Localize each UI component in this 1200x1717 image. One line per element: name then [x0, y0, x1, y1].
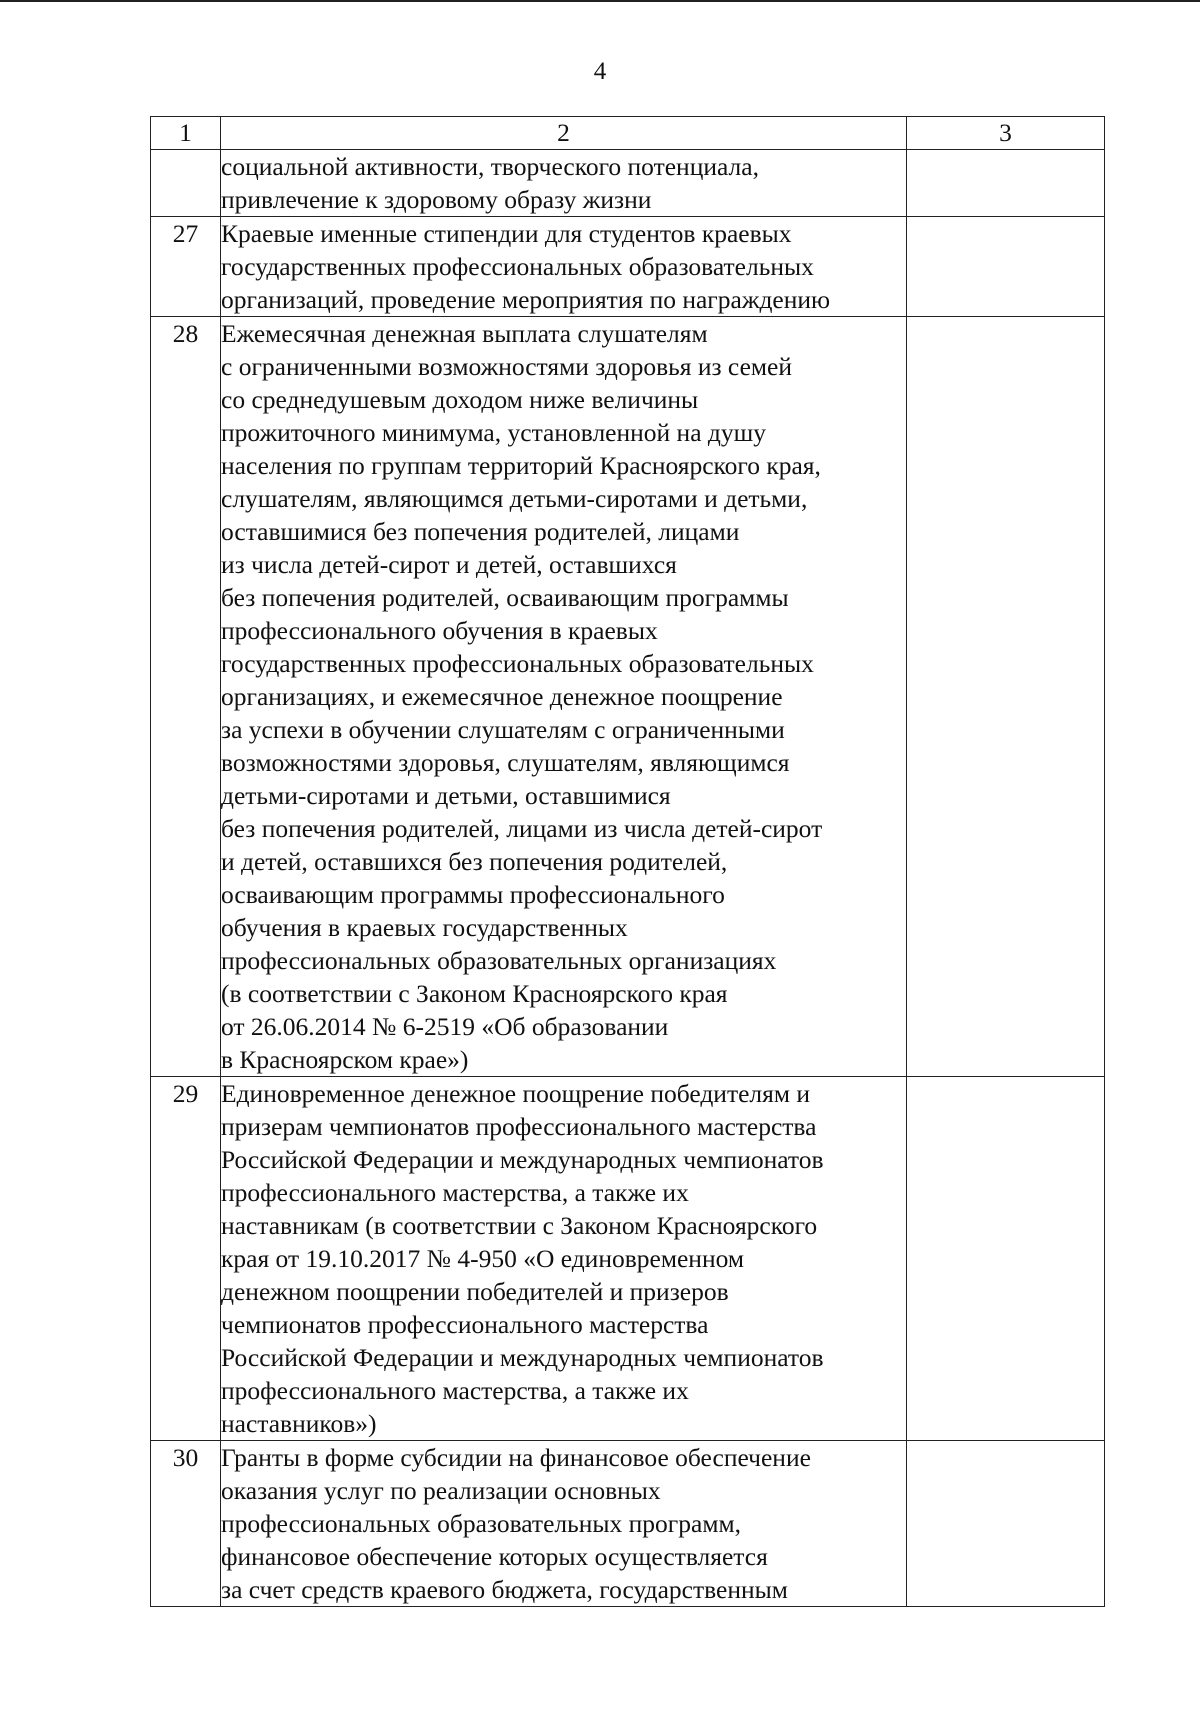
- description-line: Российской Федерации и международных чемпионатов: [221, 1343, 824, 1372]
- description-line: без попечения родителей, лицами из числа детей-сирот: [221, 814, 823, 843]
- table-row: [151, 1441, 1105, 1607]
- description-line: чемпионатов профессионального мастерства: [221, 1310, 709, 1339]
- row-description: [221, 217, 907, 317]
- header-col-3: 3: [907, 117, 1105, 150]
- table-row: [151, 317, 1105, 1077]
- description-line: за успехи в обучении слушателям с ограниченными: [221, 715, 785, 744]
- description-line: прожиточного минимума, установленной на душу: [221, 418, 767, 447]
- description-line: за счет средств краевого бюджета, государственным: [221, 1575, 788, 1604]
- row-number: 28: [151, 317, 221, 1077]
- description-line: привлечение к здоровому образу жизни: [221, 185, 652, 214]
- description-line: организаций, проведение мероприятия по награждению: [221, 285, 831, 314]
- header-col-1: 1: [151, 117, 221, 150]
- row-col3: [907, 217, 1105, 317]
- row-number: 29: [151, 1077, 221, 1441]
- description-line: со среднедушевым доходом ниже величины: [221, 385, 699, 414]
- description-line: обучения в краевых государственных: [221, 913, 628, 942]
- description-line: наставников»): [221, 1409, 377, 1438]
- description-line: возможностями здоровья, слушателям, являющимся: [221, 748, 790, 777]
- table-row: [151, 150, 1105, 217]
- row-description: [221, 150, 907, 217]
- description-line: государственных профессиональных образовательных: [221, 252, 814, 281]
- description-line: денежном поощрении победителей и призеров: [221, 1277, 729, 1306]
- description-line: из числа детей-сирот и детей, оставшихся: [221, 550, 677, 579]
- description-line: Единовременное денежное поощрение победителям и: [221, 1079, 811, 1108]
- row-col3: [907, 317, 1105, 1077]
- description-line: оставшимися без попечения родителей, лицами: [221, 517, 740, 546]
- description-line: в Красноярском крае»): [221, 1045, 469, 1074]
- description-line: финансовое обеспечение которых осуществляется: [221, 1542, 768, 1571]
- row-number: 30: [151, 1441, 221, 1607]
- description-line: призерам чемпионатов профессионального мастерства: [221, 1112, 817, 1141]
- description-line: Российской Федерации и международных чемпионатов: [221, 1145, 824, 1174]
- description-line: социальной активности, творческого потенциала,: [221, 152, 759, 181]
- table-body: [151, 150, 1105, 1607]
- description-line: государственных профессиональных образовательных: [221, 649, 814, 678]
- description-line: организациях, и ежемесячное денежное поощрение: [221, 682, 783, 711]
- description-line: без попечения родителей, осваивающим программы: [221, 583, 789, 612]
- description-line: Ежемесячная денежная выплата слушателям: [221, 319, 708, 348]
- description-line: наставникам (в соответствии с Законом Красноярского: [221, 1211, 818, 1240]
- row-number: [151, 150, 221, 217]
- description-line: от 26.06.2014 № 6-2519 «Об образовании: [221, 1012, 669, 1041]
- description-line: (в соответствии с Законом Красноярского края: [221, 979, 728, 1008]
- table-row: [151, 1077, 1105, 1441]
- description-line: оказания услуг по реализации основных: [221, 1476, 661, 1505]
- description-line: края от 19.10.2017 № 4-950 «О единовременном: [221, 1244, 744, 1273]
- description-line: профессионального обучения в краевых: [221, 616, 658, 645]
- table-row: [151, 217, 1105, 317]
- page-top-rule: [0, 0, 1200, 2]
- row-number: 27: [151, 217, 221, 317]
- description-line: профессиональных образовательных организациях: [221, 946, 777, 975]
- description-line: населения по группам территорий Красноярского края,: [221, 451, 821, 480]
- header-col-2: 2: [221, 117, 907, 150]
- row-description: [221, 1441, 907, 1607]
- description-line: Гранты в форме субсидии на финансовое обеспечение: [221, 1443, 811, 1472]
- row-description: [221, 317, 907, 1077]
- description-line: профессиональных образовательных программ,: [221, 1509, 741, 1538]
- row-col3: [907, 1077, 1105, 1441]
- document-table: [150, 116, 1105, 1607]
- description-line: Краевые именные стипендии для студентов краевых: [221, 219, 792, 248]
- row-col3: [907, 1441, 1105, 1607]
- row-description: [221, 1077, 907, 1441]
- description-line: детьми-сиротами и детьми, оставшимися: [221, 781, 671, 810]
- description-line: и детей, оставшихся без попечения родителей,: [221, 847, 728, 876]
- description-line: профессионального мастерства, а также их: [221, 1178, 689, 1207]
- description-line: осваивающим программы профессионального: [221, 880, 725, 909]
- description-line: с ограниченными возможностями здоровья из семей: [221, 352, 792, 381]
- table-header-row: [151, 117, 1105, 150]
- description-line: профессионального мастерства, а также их: [221, 1376, 689, 1405]
- row-col3: [907, 150, 1105, 217]
- page-number: 4: [593, 58, 607, 85]
- description-line: слушателям, являющимся детьми-сиротами и детьми,: [221, 484, 808, 513]
